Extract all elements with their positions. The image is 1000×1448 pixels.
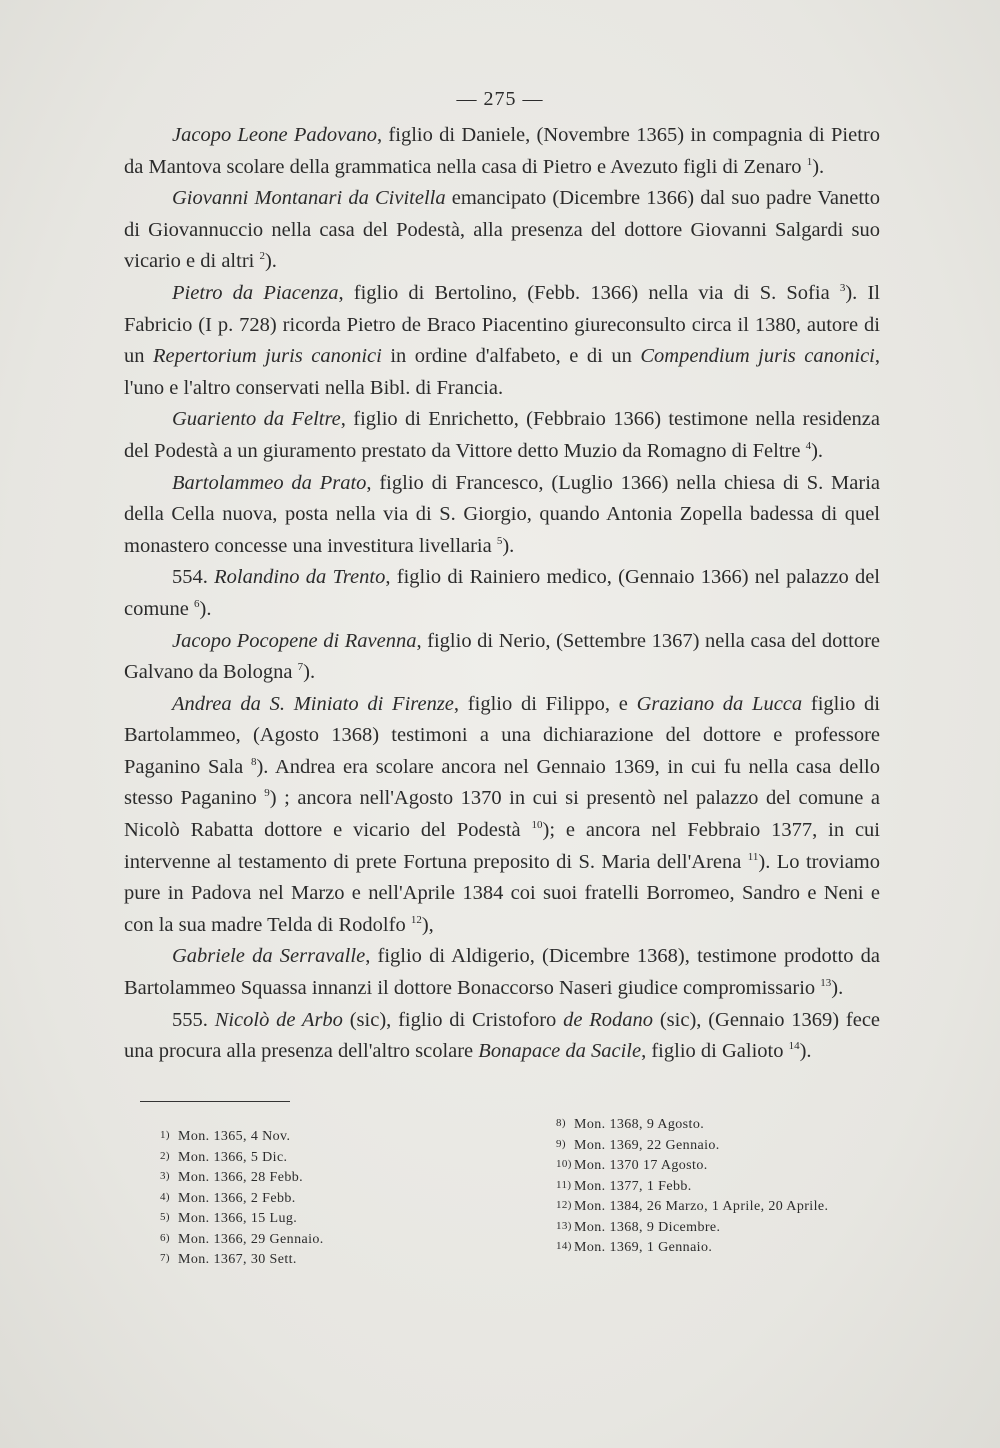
footnote-number: 2) bbox=[160, 1149, 170, 1162]
text-run: , figlio di Filippo, e bbox=[453, 692, 637, 715]
text-run: , l'uno e l'altro conservati nella Bibl. di Francia. bbox=[124, 345, 880, 399]
text-run: (sic), (Gennaio 1369) fece una procura alla presenza dell'altro scolare bbox=[124, 1008, 881, 1063]
footnote-number: 4) bbox=[160, 1190, 170, 1203]
footnote-ref: 2 bbox=[259, 250, 265, 263]
footnote bbox=[160, 1208, 324, 1229]
footnote-number: 7) bbox=[160, 1252, 170, 1264]
text-run: , figlio di Nerio, (Settembre 1367) nella casa del dottore Galvano da Bologna bbox=[124, 629, 880, 684]
footnote-number: 3) bbox=[160, 1170, 170, 1182]
footnote-ref: 7 bbox=[297, 661, 304, 674]
italic-text: Compendium juris canonici bbox=[640, 345, 875, 368]
footnote-number: 11) bbox=[556, 1178, 572, 1191]
footnote-number: 13) bbox=[556, 1219, 572, 1232]
footnote-number: 5) bbox=[160, 1211, 170, 1223]
italic-text: Andrea da S. Miniato di Firenze bbox=[172, 692, 454, 715]
italic-text: Bonapace da Sacile bbox=[478, 1040, 642, 1063]
text-run: , figlio di Galioto bbox=[641, 1040, 789, 1063]
footnote bbox=[556, 1114, 828, 1135]
footnote-ref: 8 bbox=[250, 756, 257, 769]
footnote-text: Mon. 1384, 26 Marzo, 1 Aprile, 20 Aprile. bbox=[574, 1199, 829, 1214]
paragraph bbox=[124, 120, 880, 183]
paragraph bbox=[124, 404, 880, 467]
footnote-text: Mon. 1366, 15 Lug. bbox=[178, 1211, 298, 1226]
footnote bbox=[556, 1237, 828, 1258]
footnote-text: Mon. 1377, 1 Febb. bbox=[574, 1178, 692, 1194]
paragraph bbox=[124, 941, 880, 1004]
footnote-text: Mon. 1366, 28 Febb. bbox=[178, 1170, 304, 1185]
paragraph bbox=[124, 278, 880, 404]
paragraph bbox=[124, 1005, 880, 1068]
paragraph bbox=[124, 562, 880, 625]
footnote-ref: 14 bbox=[788, 1040, 800, 1053]
text-run: ), bbox=[421, 913, 434, 936]
italic-text: Bartolammeo da Prato bbox=[172, 471, 367, 494]
paragraph bbox=[124, 689, 880, 942]
text-run: ) ; ancora nell'Agosto 1370 in cui si presentò nel palazzo del comune a Nicolò Rabatta dottore e vicario del Podestà bbox=[124, 787, 880, 842]
footnote-ref: 5 bbox=[496, 534, 503, 547]
italic-text: Pietro da Piacenza bbox=[172, 281, 339, 304]
footnote bbox=[160, 1147, 324, 1168]
text-run: , figlio di Aldigerio, (Dicembre 1368), testimone prodotto da Bartolammeo Squassa innanzi il dottore Bonaccorso Naseri giudice compromissario bbox=[124, 945, 881, 1000]
italic-text: Graziano da Lucca bbox=[636, 692, 803, 715]
text-run: ). bbox=[502, 534, 515, 557]
footnote bbox=[556, 1217, 828, 1238]
text-run: , figlio di Daniele, (Novembre 1365) in compagnia di Pietro da Mantova scolare della grammatica nella casa di Pietro e Avezuto figli di Zenaro bbox=[124, 124, 881, 178]
footnote bbox=[160, 1126, 324, 1147]
footnote-number: 14) bbox=[556, 1240, 572, 1252]
footnote-ref: 13 bbox=[820, 977, 832, 990]
footnote-text: Mon. 1368, 9 Dicembre. bbox=[574, 1219, 721, 1235]
text-run: in ordine d'alfabeto, e di un bbox=[381, 345, 641, 368]
footnote-ref: 4 bbox=[805, 440, 812, 453]
page-number: — 275 — bbox=[456, 88, 544, 110]
text-run: emancipato (Dicembre 1366) dal suo padre Vanetto di Giovannuccio nella casa del Podestà, alla presenza del dottore Giovanni Salgardi suo vicario e di altri bbox=[124, 187, 880, 273]
text-run: ). bbox=[811, 439, 824, 462]
paragraph bbox=[124, 183, 880, 278]
text-run: ). bbox=[303, 661, 316, 684]
text-run: 554. bbox=[172, 566, 215, 589]
footnote-number: 6) bbox=[160, 1231, 170, 1244]
footnote-text: Mon. 1369, 1 Gennaio. bbox=[574, 1240, 713, 1255]
text-run: , figlio di Bertolino, (Febb. 1366) nella via di S. Sofia bbox=[338, 281, 840, 304]
text-run: 555. bbox=[172, 1008, 215, 1031]
text-run: figlio di Bartolammeo, (Agosto 1368) testimoni a una dichiarazione del dottore e professore Paganino Sala bbox=[124, 692, 881, 778]
main-text bbox=[124, 120, 880, 1068]
text-run: (sic), figlio di Cristoforo bbox=[342, 1008, 564, 1031]
footnote bbox=[160, 1188, 324, 1209]
footnote-text: Mon. 1368, 9 Agosto. bbox=[574, 1117, 705, 1132]
text-run: , figlio di Rainiero medico, (Gennaio 1366) nel palazzo del comune bbox=[124, 566, 880, 620]
footnote-ref: 12 bbox=[410, 914, 422, 927]
footnote-ref: 10 bbox=[531, 819, 543, 832]
text-run: ). bbox=[199, 597, 212, 620]
text-run: ); e ancora nel Febbraio 1377, in cui intervenne al testamento di prete Fortuna preposito di S. Maria dell'Arena bbox=[124, 819, 880, 873]
footnote-text: Mon. 1366, 5 Dic. bbox=[178, 1149, 288, 1165]
footnote-text: Mon. 1365, 4 Nov. bbox=[178, 1129, 291, 1144]
italic-text: Giovanni Montanari da Civitella bbox=[172, 187, 446, 210]
footnote bbox=[160, 1249, 324, 1270]
italic-text: Rolandino da Trento bbox=[214, 566, 386, 589]
footnote-number: 10) bbox=[556, 1158, 572, 1170]
italic-text: Repertorium juris canonici bbox=[153, 345, 382, 368]
text-run: ). Il Fabricio (I p. 728) ricorda Pietro de Braco Piacentino giureconsulto circa il 1380, autore di un bbox=[124, 281, 881, 368]
footnote-separator bbox=[140, 1101, 290, 1102]
text-run: ). bbox=[799, 1040, 812, 1063]
footnote-text: Mon. 1370 17 Agosto. bbox=[574, 1158, 708, 1173]
footnote-ref: 3 bbox=[839, 282, 846, 295]
footnote-number: 8) bbox=[556, 1117, 566, 1129]
footnote bbox=[160, 1229, 324, 1250]
footnote-number: 12) bbox=[556, 1199, 572, 1211]
footnote-ref: 6 bbox=[194, 598, 200, 611]
text-run: ). Andrea era scolare ancora nel Gennaio 1369, in cui fu nella casa dello stesso Paganino bbox=[124, 755, 880, 810]
footnote bbox=[556, 1196, 828, 1217]
footnote-number: 1) bbox=[160, 1129, 170, 1141]
footnote-text: Mon. 1369, 22 Gennaio. bbox=[574, 1137, 720, 1153]
text-run: , figlio di Francesco, (Luglio 1366) nella chiesa di S. Maria della Cella nuova, posta nella via di S. Giorgio, quando Antonia Zopella badessa di quel monastero concesse una investitura livellaria bbox=[124, 471, 880, 557]
italic-text: Jacopo Leone Padovano bbox=[172, 124, 378, 146]
footnote bbox=[556, 1135, 828, 1156]
footnote-ref: 9 bbox=[264, 787, 270, 800]
footnote-text: Mon. 1366, 2 Febb. bbox=[178, 1190, 296, 1206]
footnotes-left-column bbox=[160, 1126, 324, 1270]
footnote-text: Mon. 1367, 30 Sett. bbox=[178, 1252, 297, 1267]
text-run: ). bbox=[812, 155, 825, 178]
italic-text: Jacopo Pocopene di Ravenna bbox=[172, 629, 417, 652]
italic-text: Gabriele da Serravalle bbox=[172, 945, 366, 968]
paragraph bbox=[124, 468, 880, 563]
italic-text: Guariento da Feltre bbox=[172, 408, 341, 431]
footnote-ref: 11 bbox=[747, 850, 759, 863]
italic-text: de Rodano bbox=[563, 1008, 654, 1031]
footnote-ref: 1 bbox=[806, 155, 813, 168]
footnote-text: Mon. 1366, 29 Gennaio. bbox=[178, 1231, 324, 1247]
footnote bbox=[556, 1176, 828, 1197]
paragraph bbox=[124, 626, 880, 689]
text-run: , figlio di Enrichetto, (Febbraio 1366) testimone nella residenza del Podestà a un giuramento prestato da Vittore detto Muzio da Romagno di Feltre bbox=[124, 408, 880, 462]
footnotes-right-column bbox=[556, 1114, 828, 1258]
text-run: ). Lo troviamo pure in Padova nel Marzo e nell'Aprile 1384 coi suoi fratelli Borromeo, Sandro e Neni e con la sua madre Telda di Rodolfo bbox=[124, 850, 880, 936]
text-run: ). bbox=[831, 977, 844, 1000]
footnote bbox=[160, 1167, 324, 1188]
italic-text: Nicolò de Arbo bbox=[214, 1008, 343, 1031]
text-run: ). bbox=[264, 250, 277, 273]
footnote bbox=[556, 1155, 828, 1176]
footnote-number: 9) bbox=[556, 1137, 566, 1150]
